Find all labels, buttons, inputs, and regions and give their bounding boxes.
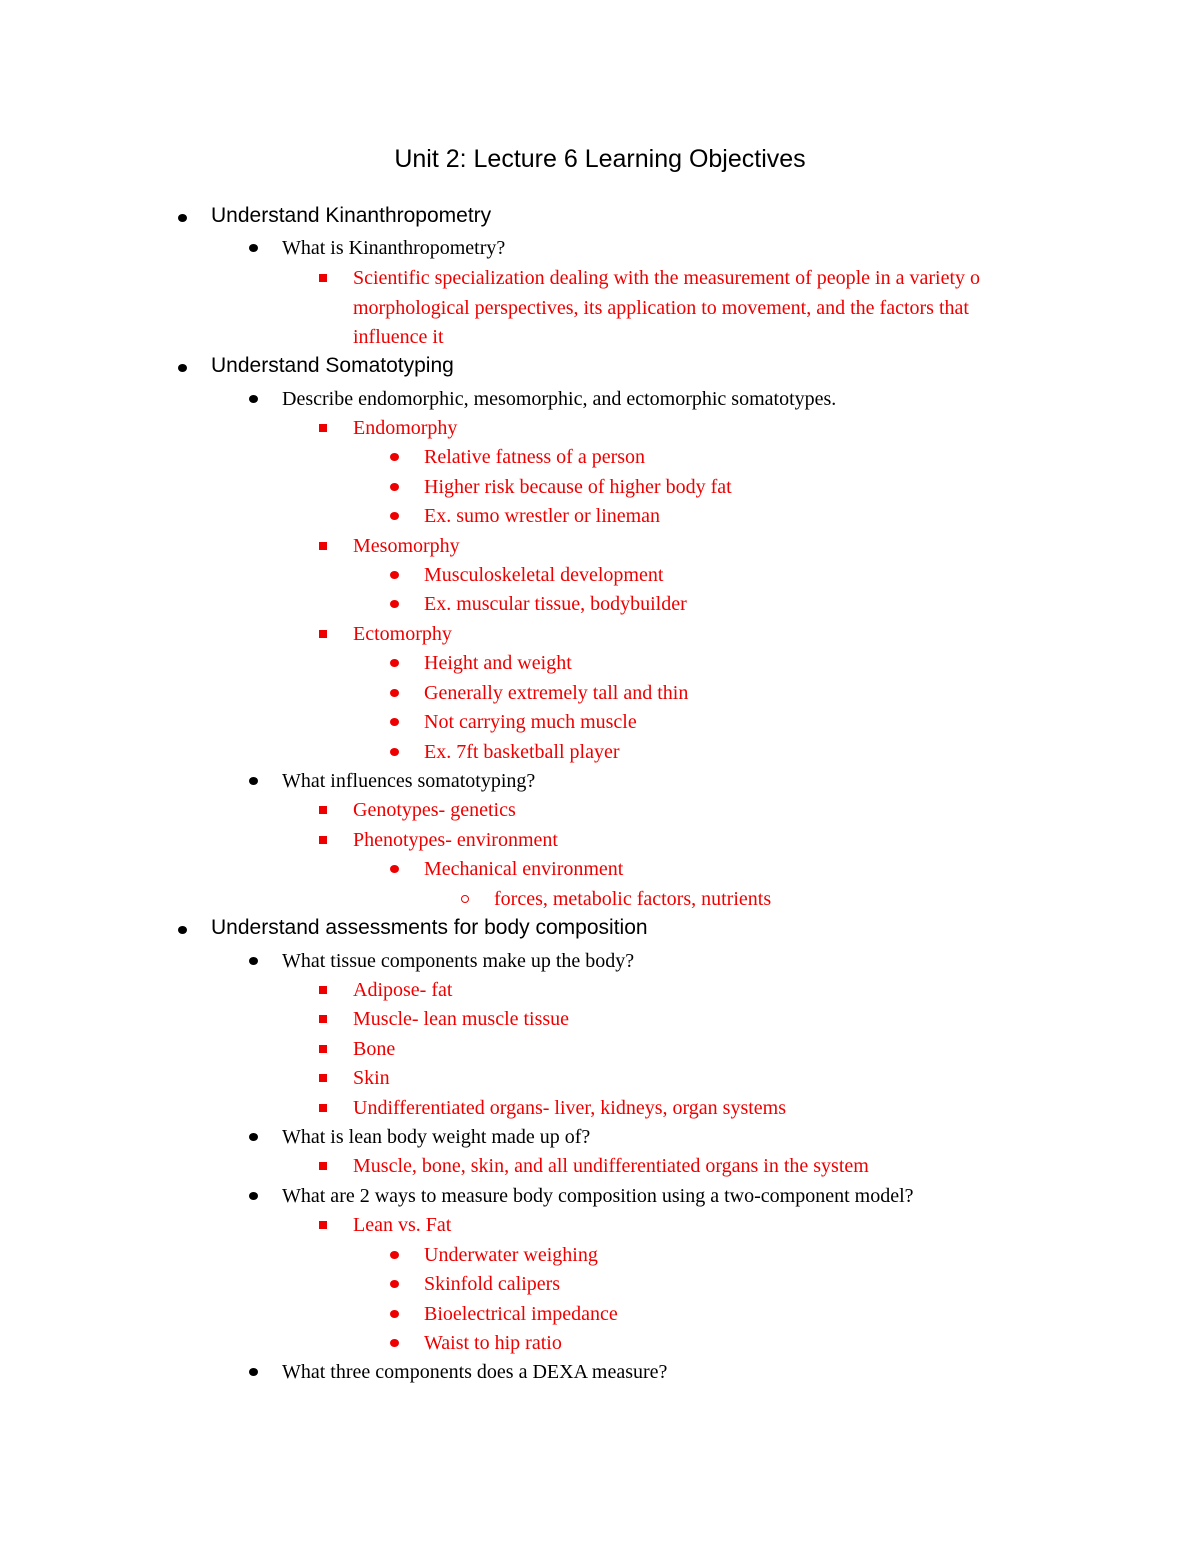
list-item — [0, 1357, 1200, 1387]
list-item — [0, 293, 1200, 323]
list-item-text: What influences somatotyping? — [282, 770, 536, 792]
list-item — [0, 322, 1200, 352]
list-item — [0, 384, 1200, 414]
list-item-text: Underwater weighing — [424, 1244, 598, 1266]
list-item — [0, 1181, 1200, 1211]
list-item — [0, 975, 1200, 1005]
disc-bullet-icon — [390, 659, 399, 667]
disc-bullet-icon — [390, 483, 399, 491]
list-item-text: Mechanical environment — [424, 858, 624, 880]
square-bullet-icon — [319, 806, 327, 814]
disc-bullet-icon — [390, 453, 399, 461]
list-item-text: morphological perspectives, its application to movement, and the factors that — [353, 297, 969, 319]
list-item-text: What are 2 ways to measure body composition using a two-component model? — [282, 1185, 914, 1207]
list-item-text: Relative fatness of a person — [424, 446, 646, 468]
list-item — [0, 1034, 1200, 1064]
square-bullet-icon — [319, 630, 327, 638]
list-item-text: Skinfold calipers — [424, 1273, 561, 1295]
list-item — [0, 678, 1200, 708]
list-item-text: Understand assessments for body composition — [211, 916, 648, 939]
list-item — [0, 442, 1200, 472]
disc-bullet-icon — [249, 244, 258, 252]
list-item — [0, 854, 1200, 884]
list-item — [0, 589, 1200, 619]
list-item-text: What tissue components make up the body? — [282, 950, 635, 972]
list-item-text: What is lean body weight made up of? — [282, 1126, 591, 1148]
list-item-text: Understand Somatotyping — [211, 354, 454, 377]
list-item — [0, 1122, 1200, 1152]
list-item — [0, 915, 1200, 945]
disc-bullet-icon — [390, 512, 399, 520]
list-item — [0, 1210, 1200, 1240]
list-item-text: Skin — [353, 1067, 390, 1089]
list-item — [0, 1063, 1200, 1093]
list-item-text: Scientific specialization dealing with the measurement of people in a variety o — [353, 267, 981, 289]
list-item — [0, 413, 1200, 443]
list-item — [0, 353, 1200, 383]
list-item-text: Ex. muscular tissue, bodybuilder — [424, 593, 687, 615]
list-item-text: Genotypes- genetics — [353, 799, 516, 821]
list-item-text: Ectomorphy — [353, 623, 452, 645]
disc-bullet-icon — [178, 214, 187, 222]
disc-bullet-icon — [390, 1280, 399, 1288]
list-item — [0, 1151, 1200, 1181]
list-item-text: Bioelectrical impedance — [424, 1303, 618, 1325]
disc-bullet-icon — [249, 395, 258, 403]
list-item — [0, 233, 1200, 263]
square-bullet-icon — [319, 542, 327, 550]
list-item-text: Musculoskeletal development — [424, 564, 664, 586]
list-item — [0, 531, 1200, 561]
disc-bullet-icon — [390, 689, 399, 697]
list-item-text: Height and weight — [424, 652, 572, 674]
disc-bullet-icon — [249, 957, 258, 965]
list-item — [0, 737, 1200, 767]
list-item-text: Understand Kinanthropometry — [211, 204, 492, 227]
list-item — [0, 472, 1200, 502]
list-item-text: forces, metabolic factors, nutrients — [494, 888, 772, 910]
list-item — [0, 884, 1200, 914]
disc-bullet-icon — [390, 748, 399, 756]
list-item — [0, 1328, 1200, 1358]
list-item — [0, 263, 1200, 293]
disc-bullet-icon — [390, 865, 399, 873]
list-item — [0, 619, 1200, 649]
list-item — [0, 946, 1200, 976]
list-item — [0, 1299, 1200, 1329]
square-bullet-icon — [319, 1015, 327, 1023]
list-item — [0, 501, 1200, 531]
list-item-text: Adipose- fat — [353, 979, 453, 1001]
disc-bullet-icon — [390, 571, 399, 579]
disc-bullet-icon — [249, 1133, 258, 1141]
list-item-text: Bone — [353, 1038, 396, 1060]
page-title: Unit 2: Lecture 6 Learning Objectives — [394, 145, 806, 173]
list-item — [0, 707, 1200, 737]
list-item — [0, 1269, 1200, 1299]
disc-bullet-icon — [390, 1251, 399, 1259]
square-bullet-icon — [319, 1074, 327, 1082]
list-item — [0, 1240, 1200, 1270]
list-item-text: Muscle- lean muscle tissue — [353, 1008, 570, 1030]
square-bullet-icon — [319, 836, 327, 844]
disc-bullet-icon — [249, 1368, 258, 1376]
square-bullet-icon — [319, 1045, 327, 1053]
square-bullet-icon — [319, 424, 327, 432]
square-bullet-icon — [319, 986, 327, 994]
list-item-text: Describe endomorphic, mesomorphic, and ectomorphic somatotypes. — [282, 388, 837, 410]
list-item — [0, 560, 1200, 590]
list-item-text: Waist to hip ratio — [424, 1332, 562, 1354]
disc-bullet-icon — [390, 1310, 399, 1318]
list-item — [0, 795, 1200, 825]
square-bullet-icon — [319, 1221, 327, 1229]
list-item-text: Lean vs. Fat — [353, 1214, 452, 1236]
list-item-text: influence it — [353, 326, 444, 348]
list-item-text: Mesomorphy — [353, 535, 460, 557]
list-item — [0, 825, 1200, 855]
list-item-text: Phenotypes- environment — [353, 829, 558, 851]
list-item — [0, 203, 1200, 233]
disc-bullet-icon — [390, 718, 399, 726]
list-item — [0, 648, 1200, 678]
list-item — [0, 766, 1200, 796]
disc-bullet-icon — [390, 1339, 399, 1347]
list-item-text: Ex. 7ft basketball player — [424, 741, 620, 763]
circle-bullet-icon — [461, 895, 469, 903]
square-bullet-icon — [319, 274, 327, 282]
list-item — [0, 1093, 1200, 1123]
list-item-text: Generally extremely tall and thin — [424, 682, 689, 704]
disc-bullet-icon — [178, 364, 187, 372]
square-bullet-icon — [319, 1162, 327, 1170]
list-item-text: What three components does a DEXA measure? — [282, 1361, 668, 1383]
list-item-text: Not carrying much muscle — [424, 711, 637, 733]
disc-bullet-icon — [390, 600, 399, 608]
square-bullet-icon — [319, 1104, 327, 1112]
disc-bullet-icon — [178, 926, 187, 934]
list-item-text: Ex. sumo wrestler or lineman — [424, 505, 661, 527]
disc-bullet-icon — [249, 777, 258, 785]
list-item-text: What is Kinanthropometry? — [282, 237, 506, 259]
list-item-text: Higher risk because of higher body fat — [424, 476, 732, 498]
list-item-text: Endomorphy — [353, 417, 458, 439]
list-item — [0, 1004, 1200, 1034]
list-item-text: Undifferentiated organs- liver, kidneys, organ systems — [353, 1097, 786, 1119]
list-item-text: Muscle, bone, skin, and all undifferentiated organs in the system — [353, 1155, 869, 1177]
disc-bullet-icon — [249, 1192, 258, 1200]
